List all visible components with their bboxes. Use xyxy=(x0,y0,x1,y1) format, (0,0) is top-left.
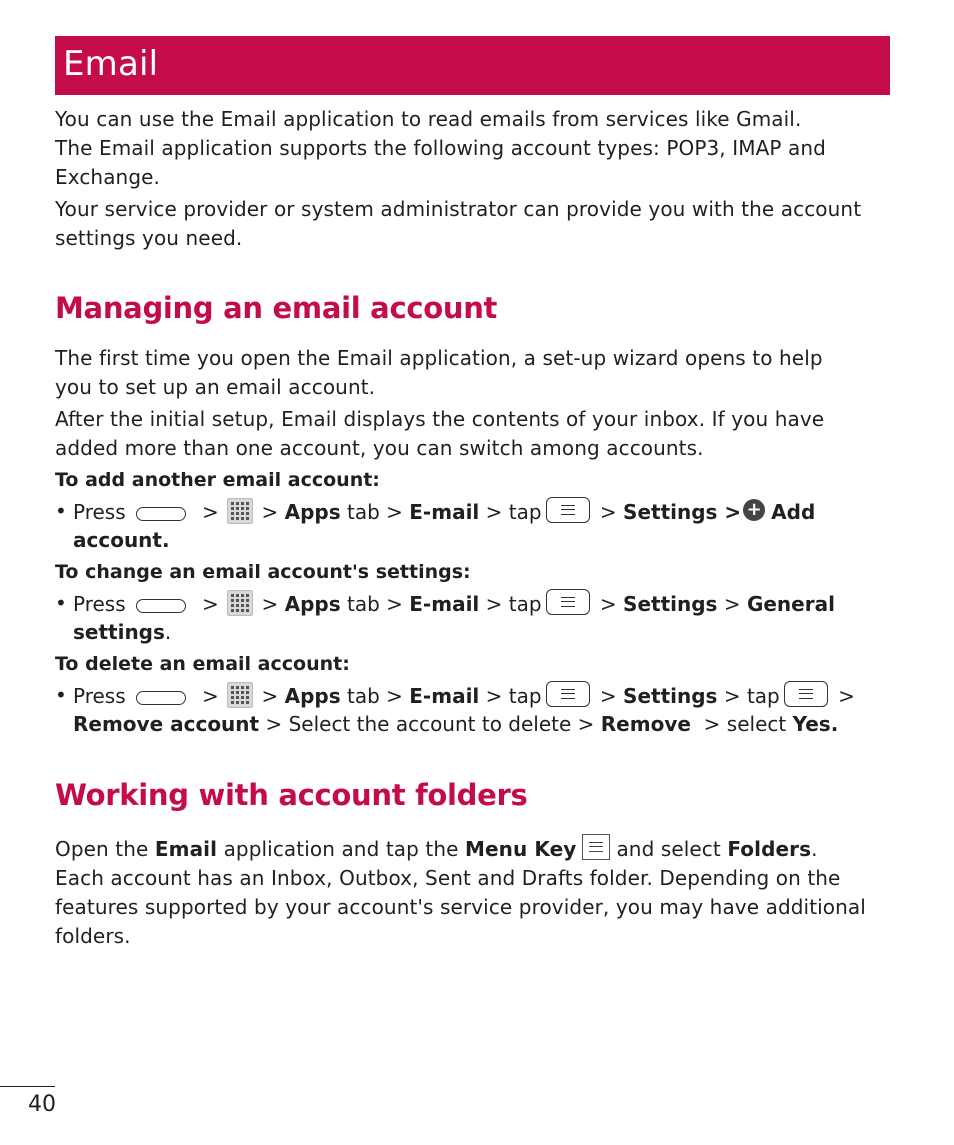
bullet: • xyxy=(55,683,67,707)
change-settings-label: To change an email account's settings: xyxy=(55,561,471,583)
apps-grid-icon xyxy=(227,590,253,616)
section-heading-folders: Working with account folders xyxy=(55,778,528,812)
step-line-2: settings. xyxy=(73,620,172,644)
managing-line-2: you to set up an email account. xyxy=(55,375,376,399)
add-account-label: To add another email account: xyxy=(55,469,380,491)
footer-rule xyxy=(0,1086,55,1087)
folders-line-2: Each account has an Inbox, Outbox, Sent and Drafts folder. Depending on the xyxy=(55,866,841,890)
intro-line-3: Exchange. xyxy=(55,165,160,189)
home-key-icon xyxy=(136,599,186,613)
page-number: 40 xyxy=(28,1092,56,1117)
folders-paragraph xyxy=(55,834,890,951)
intro-line-4: Your service provider or system administrator can provide you with the account xyxy=(55,197,862,221)
intro-line-2: The Email application supports the following account types: POP3, IMAP and xyxy=(55,136,826,160)
folders-line-3: features supported by your account's service provider, you may have additional xyxy=(55,895,866,919)
page-title: Email xyxy=(63,44,159,84)
plus-circle-icon: + xyxy=(743,499,765,521)
apps-grid-icon xyxy=(227,498,253,524)
section-heading-managing: Managing an email account xyxy=(55,291,498,325)
delete-account-label: To delete an email account: xyxy=(55,653,350,675)
title-bar xyxy=(55,36,890,95)
menu-key-icon xyxy=(546,497,590,523)
managing-paragraph xyxy=(55,344,890,463)
intro-line-1: You can use the Email application to read emails from services like Gmail. xyxy=(55,107,802,131)
intro-line-5: settings you need. xyxy=(55,226,243,250)
menu-key-icon xyxy=(546,589,590,615)
step-line: Press > > Apps tab > E-mail > tap > Settings > tap > xyxy=(73,681,855,711)
step-line-2: account. xyxy=(73,528,170,552)
menu-key-icon xyxy=(546,681,590,707)
intro-paragraph xyxy=(55,105,890,253)
bullet: • xyxy=(55,591,67,615)
step-line-2: Remove account > Select the account to delete > Remove > select Yes. xyxy=(73,712,839,736)
managing-line-3: After the initial setup, Email displays the contents of your inbox. If you have xyxy=(55,407,825,431)
home-key-icon xyxy=(136,507,186,521)
managing-line-1: The first time you open the Email application, a set-up wizard opens to help xyxy=(55,346,823,370)
folders-line-1: Open the Email application and tap the Menu Key and select Folders. xyxy=(55,834,890,864)
step-line: Press > > Apps tab > E-mail > tap > Settings > General xyxy=(73,589,835,619)
menu-key-icon xyxy=(784,681,828,707)
home-key-icon xyxy=(136,691,186,705)
apps-grid-icon xyxy=(227,682,253,708)
managing-line-4: added more than one account, you can switch among accounts. xyxy=(55,436,704,460)
menu-key-icon xyxy=(582,834,610,860)
bullet: • xyxy=(55,499,67,523)
folders-line-4: folders. xyxy=(55,924,131,948)
step-line: Press > > Apps tab > E-mail > tap > Settings > + Add xyxy=(73,499,816,524)
